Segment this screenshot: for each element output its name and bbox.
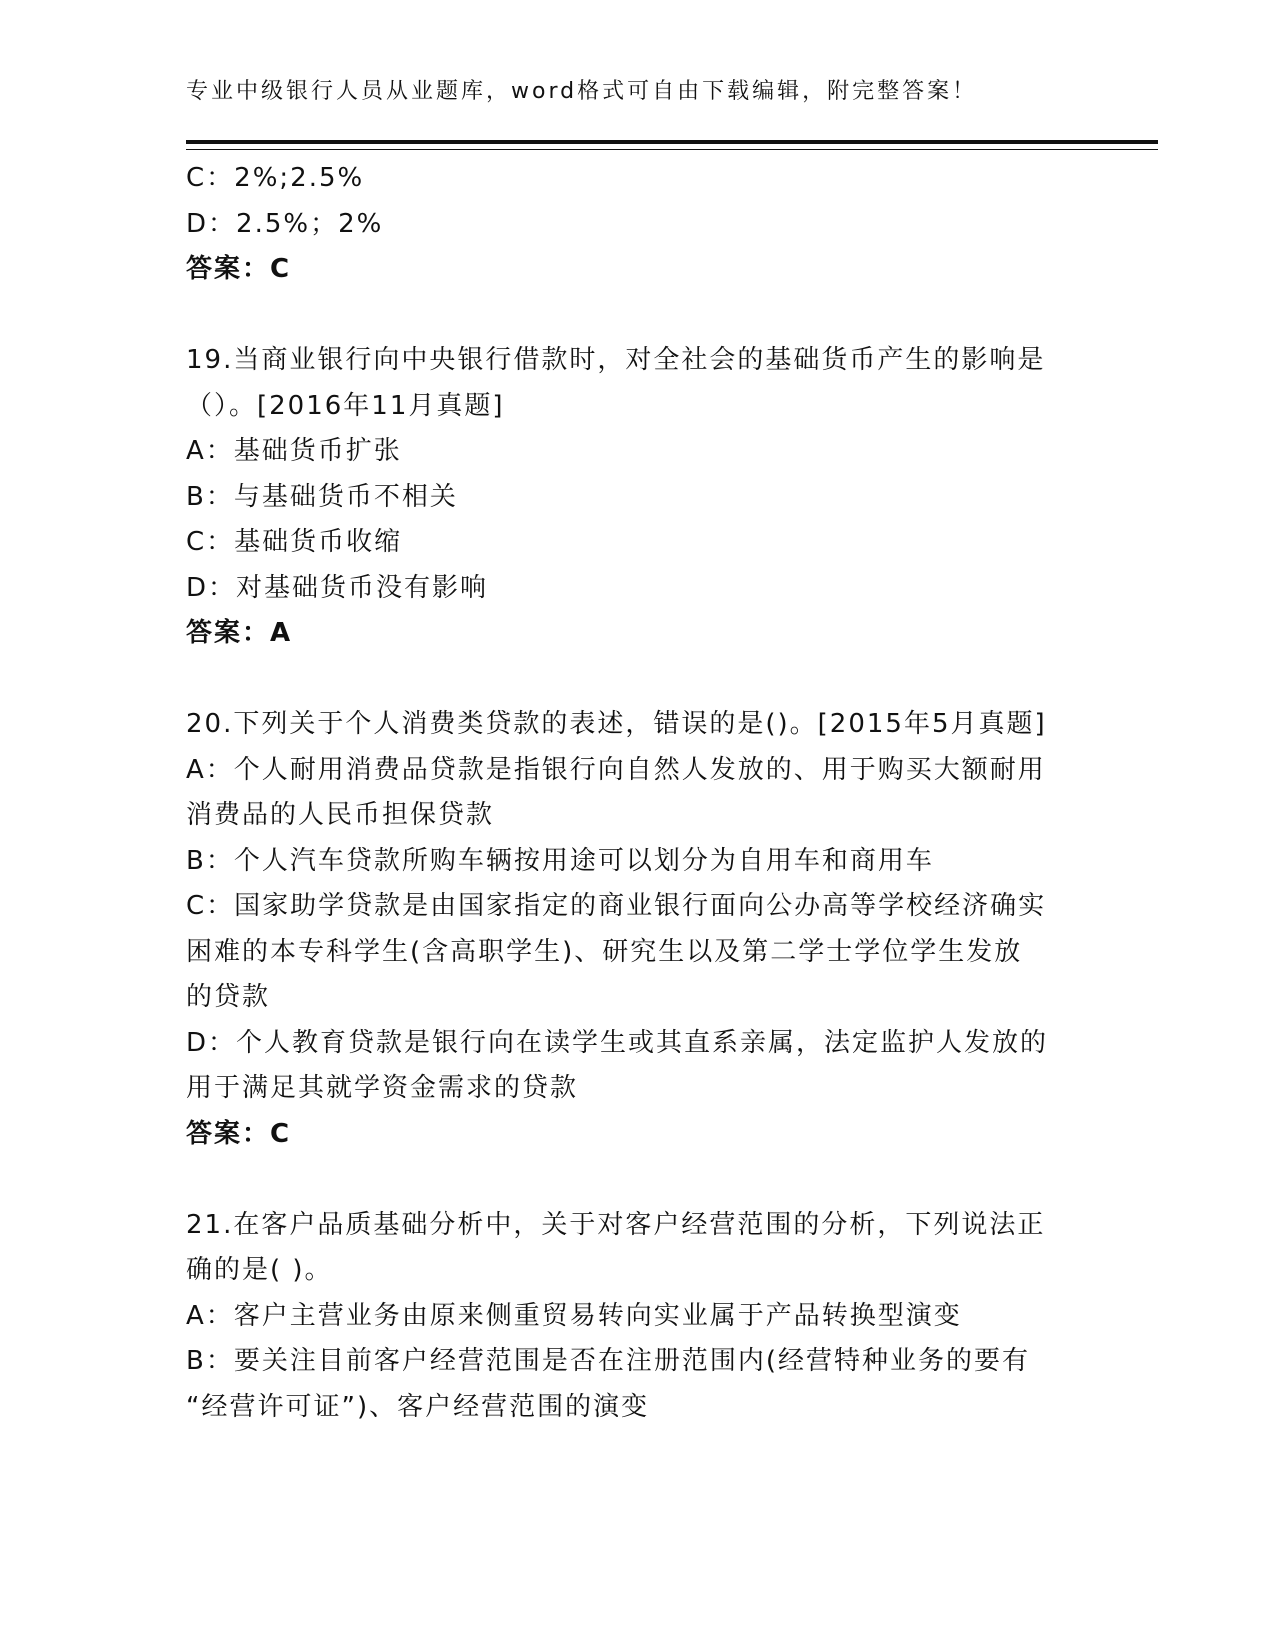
- option-d: D：对基础货币没有影响: [186, 572, 489, 603]
- question-18-tail: [186, 156, 1086, 293]
- option-c: C：国家助学贷款是由国家指定的商业银行面向公办高等学校经济确实: [186, 891, 1047, 921]
- question-text: 确的是( )。: [186, 1255, 333, 1285]
- option-c-continued: 的贷款: [186, 982, 271, 1012]
- page-header: 专业中级银行人员从业题库，word格式可自由下载编辑，附完整答案！: [186, 79, 978, 104]
- answer-line: 答案：C: [186, 254, 292, 284]
- option-d: D：个人教育贷款是银行向在读学生或其直系亲属，法定监护人发放的: [186, 1027, 1049, 1058]
- option-c: C：2%;2.5%: [186, 163, 365, 193]
- option-d: D：2.5%；2%: [186, 208, 384, 239]
- header-rule-thin: [186, 149, 1158, 150]
- question-20: [186, 702, 1086, 1157]
- option-b: B：要关注目前客户经营范围是否在注册范围内(经营特种业务的要有: [186, 1346, 1030, 1376]
- option-c-continued: 困难的本专科学生(含高职学生)、研究生以及第二学士学位学生发放: [186, 936, 1023, 967]
- question-19: [186, 338, 1086, 657]
- option-c: C：基础货币收缩: [186, 527, 403, 557]
- question-21: [186, 1203, 1086, 1431]
- option-a: A：个人耐用消费品贷款是指银行向自然人发放的、用于购买大额耐用: [186, 754, 1046, 785]
- option-a: A：客户主营业务由原来侧重贸易转向实业属于产品转换型演变: [186, 1300, 962, 1331]
- option-a: A：基础货币扩张: [186, 436, 402, 466]
- spacer: [186, 293, 1086, 339]
- option-b: B：与基础货币不相关: [186, 481, 458, 512]
- question-text: 20.下列关于个人消费类贷款的表述，错误的是()。[2015年5月真题]: [186, 709, 1047, 739]
- question-text: 21.在客户品质基础分析中，关于对客户经营范围的分析，下列说法正: [186, 1209, 1046, 1240]
- answer-line: 答案：A: [186, 618, 293, 648]
- answer-line: 答案：C: [186, 1118, 292, 1149]
- option-a-continued: 消费品的人民币担保贷款: [186, 800, 495, 830]
- question-content: [186, 156, 1086, 1430]
- question-text: （）。[2016年11月真题]: [186, 390, 505, 421]
- spacer: [186, 1157, 1086, 1203]
- question-text: 19.当商业银行向中央银行借款时，对全社会的基础货币产生的影响是: [186, 345, 1046, 375]
- option-b-continued: “经营许可证”)、客户经营范围的演变: [186, 1391, 650, 1422]
- option-d-continued: 用于满足其就学资金需求的贷款: [186, 1073, 579, 1103]
- header-rule-thick: [186, 140, 1158, 144]
- spacer: [186, 657, 1086, 703]
- option-b: B：个人汽车贷款所购车辆按用途可以划分为自用车和商用车: [186, 845, 934, 876]
